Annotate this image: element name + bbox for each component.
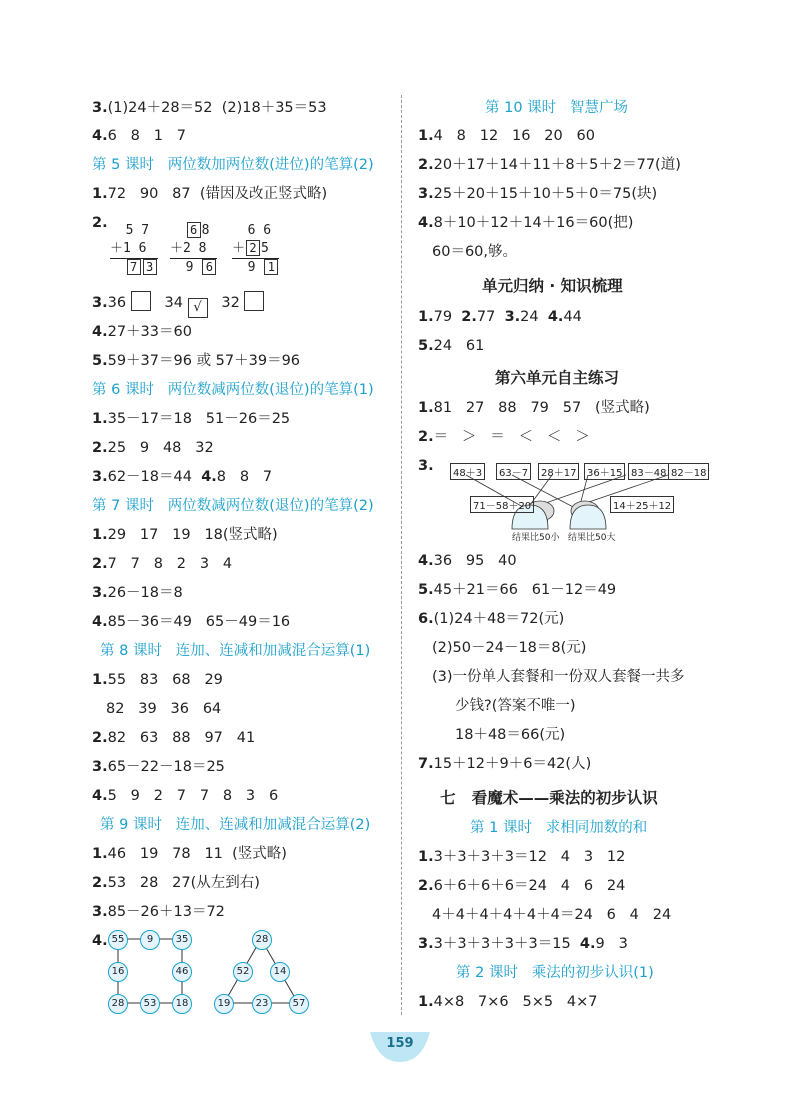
answer-line: 3.62－18＝44 4.8 8 7 (92, 469, 273, 485)
answer-line: 3.25＋20＋15＋10＋5＋0＝75(块) (418, 186, 658, 202)
answer-line: (3)一份单人套餐和一份双人套餐一共多 (432, 669, 685, 685)
section-title: 第 6 课时 两位数减两位数(退位)的笔算(1) (92, 382, 374, 398)
answer-line: 1.79 2.77 3.24 4.44 (418, 309, 582, 325)
answer-line: 1.4×8 7×6 5×5 4×7 (418, 994, 598, 1010)
flower-label: 83－48 (628, 463, 669, 480)
triangle-node: 19 (214, 994, 234, 1014)
house-label: 结果比50大 (568, 533, 616, 543)
section-title: 第 9 课时 连加、连减和加减混合运算(2) (100, 817, 371, 833)
flower-label: 28＋17 (538, 463, 579, 480)
answer-line: 2.20＋17＋14＋11＋8＋5＋2＝77(道) (418, 157, 681, 173)
answer-line: 2.25 9 48 32 (92, 440, 214, 456)
answer-line: 4. (92, 933, 108, 949)
answer-line: 2.6＋6＋6＋6＝24 4 6 24 (418, 878, 626, 894)
answer-line: 3.36 34 √ 32 (92, 291, 264, 318)
house-label: 结果比50小 (512, 533, 560, 543)
answer-line: 1.81 27 88 79 57 (竖式略) (418, 400, 650, 416)
square-node: 9 (140, 930, 160, 950)
answer-line: 3.65－22－18＝25 (92, 759, 225, 775)
section-title: 第 1 课时 求相同加数的和 (470, 820, 648, 836)
section-title: 第 2 课时 乘法的初步认识(1) (456, 965, 654, 981)
triangle-node: 14 (270, 962, 290, 982)
answer-line: 6.(1)24＋48＝72(元) (418, 611, 565, 627)
chapter-heading: 七 看魔术——乘法的初步认识 (440, 789, 658, 807)
square-node: 28 (108, 994, 128, 1014)
section-title: 第 7 课时 两位数减两位数(退位)的笔算(2) (92, 498, 374, 514)
answer-line: 60＝60,够。 (432, 244, 518, 260)
answer-line: 3.3＋3＋3＋3＋3＝15 4.9 3 (418, 936, 628, 952)
section-title: 第 8 课时 连加、连减和加减混合运算(1) (100, 643, 371, 659)
answer-line: 3. (418, 458, 434, 474)
flower-label: 63－7 (496, 463, 531, 480)
triangle-node: 23 (252, 994, 272, 1014)
vertical-addition: 5 7 ＋1 6 7 3 (110, 222, 158, 277)
answer-line: 2.53 28 27(从左到右) (92, 875, 260, 891)
answer-line: 5.24 61 (418, 338, 485, 354)
square-node: 55 (108, 930, 128, 950)
answer-line: 1.55 83 68 29 (92, 672, 223, 688)
answer-line: 4.85－36＝49 65－49＝16 (92, 614, 291, 630)
answer-line: 4＋4＋4＋4＋4＋4＝24 6 4 24 (432, 907, 672, 923)
square-node: 35 (172, 930, 192, 950)
square-node: 53 (140, 994, 160, 1014)
section-heading: 单元归纳 · 知识梳理 (482, 277, 623, 295)
page-number: 159 (386, 1036, 414, 1051)
answer-line: 2.82 63 88 97 41 (92, 730, 256, 746)
flower-label: 48＋3 (450, 463, 485, 480)
section-title: 第 5 课时 两位数加两位数(进位)的笔算(2) (92, 157, 374, 173)
checkbox (131, 291, 151, 311)
answer-line: 7.15＋12＋9＋6＝42(人) (418, 756, 592, 772)
vertical-addition: 6 6 ＋ 2 5 9 1 (232, 222, 279, 277)
answer-line: 4.5 9 2 7 7 8 3 6 (92, 788, 279, 804)
answer-line: 18＋48＝66(元) (455, 727, 566, 743)
answer-line: 1.3＋3＋3＋3＝12 4 3 12 (418, 849, 626, 865)
answer-line: 82 39 36 64 (106, 701, 222, 717)
answer-line: 1.46 19 78 11 (竖式略) (92, 846, 287, 862)
square-node: 16 (108, 962, 128, 982)
column-divider (401, 95, 402, 1015)
answer-line: 少钱?(答案不唯一) (455, 698, 576, 714)
square-node: 18 (172, 994, 192, 1014)
answer-line: 1.72 90 87 (错因及改正竖式略) (92, 186, 328, 202)
section-heading: 第六单元自主练习 (495, 369, 620, 387)
checkbox (244, 291, 264, 311)
answer-line: 2.7 7 8 2 3 4 (92, 556, 233, 572)
answer-line: 4.27＋33＝60 (92, 324, 192, 340)
answer-line: 4.6 8 1 7 (92, 128, 186, 144)
pot-label: 71－58＋20 (470, 496, 534, 513)
answer-line: 1.4 8 12 16 20 60 (418, 128, 595, 144)
answer-line: 5.45＋21＝66 61－12＝49 (418, 582, 617, 598)
answer-line: 5.59＋37＝96 或 57＋39＝96 (92, 353, 301, 369)
answer-line: 4.8＋10＋12＋14＋16＝60(把) (418, 215, 634, 231)
answer-line: 3.85－26＋13＝72 (92, 904, 225, 920)
answer-line: 3.26－18＝8 (92, 585, 183, 601)
answer-line: 4.36 95 40 (418, 553, 517, 569)
flower-label: 82－18 (668, 463, 709, 480)
triangle-node: 57 (289, 994, 309, 1014)
answer-line: 3.(1)24＋28＝52 (2)18＋35＝53 (92, 100, 327, 116)
answer-line: 1.29 17 19 18(竖式略) (92, 527, 278, 543)
pot-label: 14＋25＋12 (610, 496, 674, 513)
answer-line: 2. (92, 215, 108, 231)
answer-line: 2.＝ ＞ ＝ ＜ ＜ ＞ (418, 429, 590, 445)
section-title: 第 10 课时 智慧广场 (485, 100, 628, 116)
square-node: 46 (172, 962, 192, 982)
triangle-node: 52 (233, 962, 253, 982)
checkbox: √ (188, 298, 208, 318)
answer-line: 1.35－17＝18 51－26＝25 (92, 411, 291, 427)
answer-line: (2)50－24－18＝8(元) (432, 640, 587, 656)
triangle-node: 28 (252, 930, 272, 950)
flower-label: 36＋15 (584, 463, 625, 480)
vertical-addition: 6 8 ＋2 8 9 6 (170, 222, 217, 277)
